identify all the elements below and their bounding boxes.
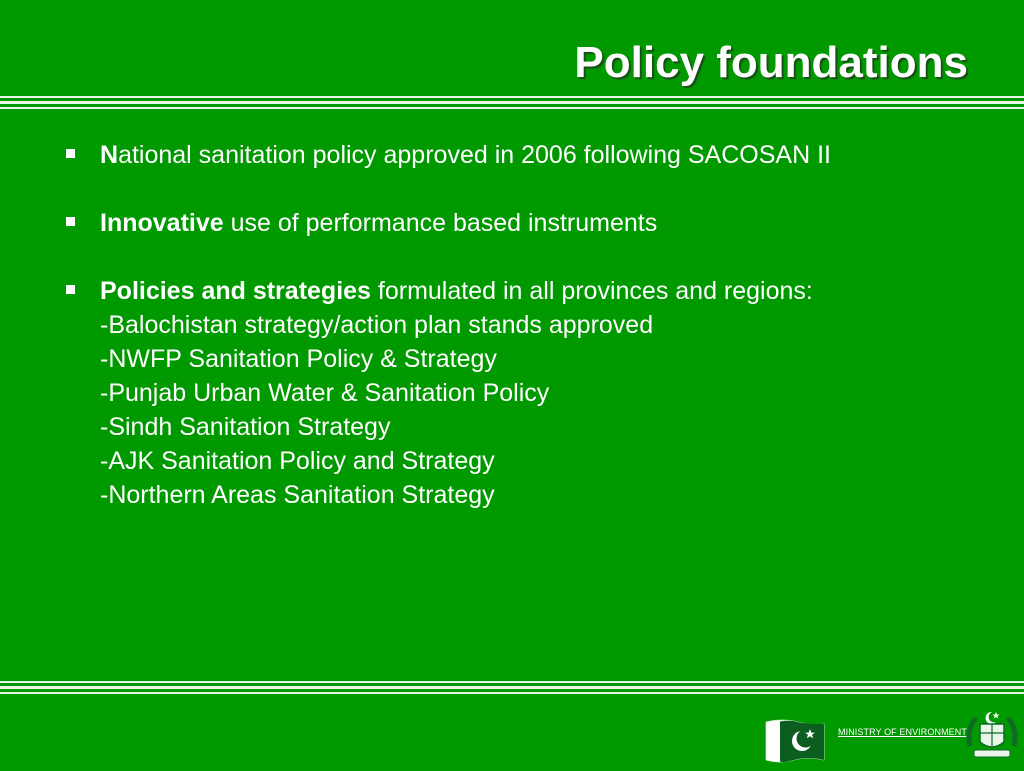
ministry-link[interactable]: MINISTRY OF ENVIRONMENT (838, 727, 967, 737)
square-bullet-icon (66, 285, 75, 294)
subline-northern-areas: -Northern Areas Sanitation Strategy (100, 481, 495, 509)
subline-punjab: -Punjab Urban Water & Sanitation Policy (100, 379, 550, 407)
bullet-item-innovative (62, 206, 982, 240)
state-emblem-icon (964, 706, 1020, 771)
bullet-text: formulated in all provinces and regions: (370, 277, 813, 305)
pakistan-flag-icon (762, 716, 826, 769)
square-bullet-icon (66, 217, 75, 226)
bullet-text: ational sanitation policy approved in 2006 following SACOSAN II (118, 141, 831, 169)
bullet-bold-text: Policies and strategies (100, 277, 371, 305)
bullet-item-policies-strategies (62, 274, 982, 512)
bullet-bold-text: N (100, 141, 119, 169)
bullet-list (62, 138, 982, 546)
top-divider (0, 96, 1024, 112)
slide-title: Policy foundations (574, 38, 968, 87)
bullet-text: use of performance based instruments (223, 209, 658, 237)
subline-ajk: -AJK Sanitation Policy and Strategy (100, 447, 495, 475)
bullet-item-national-policy (62, 138, 982, 172)
bullet-bold-text: Innovative (100, 209, 224, 237)
subline-nwfp: -NWFP Sanitation Policy & Strategy (100, 345, 497, 373)
subline-balochistan: -Balochistan strategy/action plan stands approved (100, 311, 654, 339)
subline-sindh: -Sindh Sanitation Strategy (100, 413, 391, 441)
bottom-divider (0, 681, 1024, 697)
square-bullet-icon (66, 149, 75, 158)
